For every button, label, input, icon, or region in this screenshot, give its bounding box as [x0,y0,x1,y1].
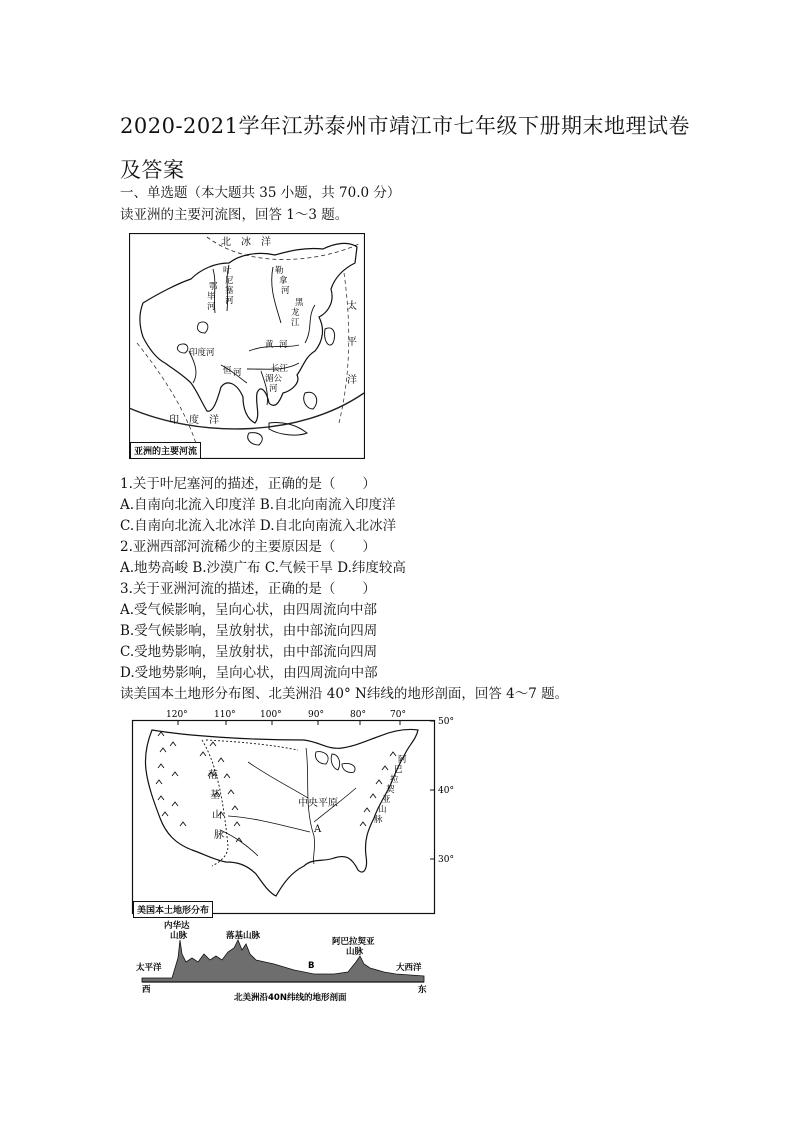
label-arctic-ocean: 北 冰 洋 [221,237,271,248]
label-east: 东 [418,985,427,995]
label-rockies-4: 脉 [214,830,224,841]
lon-120: 120° [166,710,188,720]
label-appalachian-3: 拉 [390,775,399,785]
question-3-option-d: D.受地势影响，呈向心状，由四周流向中部 [120,665,378,681]
label-central-plains: 中央平原 [298,798,338,809]
label-rockies-1: 落 [208,770,218,781]
label-yenisei-3: 塞 [225,286,234,296]
terrain-profile-40n [134,918,434,1006]
label-appalachian-2: 巴 [394,765,403,775]
label-indian-ocean: 印 度 洋 [169,415,219,426]
label-appalachian-6: 山 [378,805,387,815]
label-lena-2: 拿 [279,276,288,286]
label-yangtze: 长江 [271,364,289,374]
asia-river-map [129,233,365,459]
lat-40: 40° [438,786,454,796]
question-3: 3.关于亚洲河流的描述，正确的是（ ） [120,581,376,597]
label-pacific-ocean: 太平洋 [136,963,162,973]
label-profile-appalachian-1: 阿巴拉契亚 [332,937,375,947]
lon-80: 80° [350,710,366,720]
label-amur-1: 黑 [295,298,304,308]
label-ganges-2: 河 [233,368,242,378]
lon-110: 110° [214,710,236,720]
label-sierra-1: 内华达 [164,921,190,931]
intro-usa: 读美国本土地形分布图、北美洲沿 40° N纬线的地形剖面，回答 4～7 题。 [120,686,569,702]
label-mekong-1: 湄公 [265,374,283,384]
label-ob-3: 河 [207,302,216,312]
label-west: 西 [142,985,151,995]
question-3-option-a: A.受气候影响，呈向心状，由四周流向中部 [120,602,378,618]
asia-map-caption: 亚洲的主要河流 [130,442,201,459]
section-heading: 一、单选题（本大题共 35 小题，共 70.0 分） [120,185,401,201]
lon-90: 90° [308,710,324,720]
lat-30: 30° [438,855,454,865]
label-lena-1: 勒 [275,266,284,276]
label-point-b: B [308,961,315,971]
label-yenisei-2: 尼 [225,276,234,286]
label-profile-appalachian-2: 山脉 [346,947,364,957]
question-2: 2.亚洲西部河流稀少的主要原因是（ ） [120,539,376,555]
question-2-options: A.地势高峻 B.沙漠广布 C.气候干旱 D.纬度较高 [120,560,406,576]
label-sierra-2: 山脉 [170,931,188,941]
lon-70: 70° [390,710,406,720]
label-profile-rockies: 落基山脉 [226,931,261,941]
label-yellow-1: 黄 [265,340,274,350]
page-title: 2020-2021学年江苏泰州市靖江市七年级下册期末地理试卷及答案 [120,114,690,182]
label-ob-1: 鄂 [209,282,218,292]
label-rockies-3: 山 [212,810,222,821]
lon-100: 100° [260,710,282,720]
label-mekong-2: 河 [269,384,278,394]
usa-terrain-map [128,706,458,918]
label-yenisei-4: 河 [225,296,234,306]
label-rockies-2: 基 [210,790,220,801]
label-atlantic-ocean: 大西洋 [396,963,422,973]
label-yenisei-1: 叶 [223,266,232,276]
label-amur-2: 龙 [291,308,300,318]
label-yellow-2: 河 [279,340,288,350]
label-appalachian-7: 脉 [374,815,383,825]
question-1: 1.关于叶尼塞河的描述，正确的是（ ） [120,476,376,492]
label-ob-2: 毕 [207,292,216,302]
label-appalachian-5: 亚 [382,795,391,805]
question-3-option-c: C.受地势影响，呈放射状，由中部流向四周 [120,644,378,660]
label-appalachian-4: 契 [386,785,395,795]
question-3-option-b: B.受气候影响，呈放射状，由中部流向四周 [120,623,378,639]
label-pacific-2: 平 [347,337,357,348]
label-pacific-3: 洋 [347,375,357,386]
label-pacific-1: 太 [347,301,357,312]
lat-50: 50° [438,717,454,727]
label-indus: 印度河 [189,348,215,358]
intro-asia: 读亚洲的主要河流图，回答 1～3 题。 [120,207,349,223]
label-ganges-1: 恒 [223,366,232,376]
label-lena-3: 河 [281,286,290,296]
question-1-options-ab: A.自南向北流入印度洋 B.自北向南流入印度洋 [120,497,396,513]
label-amur-3: 江 [291,318,300,328]
question-1-options-cd: C.自南向北流入北冰洋 D.自北向南流入北冰洋 [120,518,397,534]
label-appalachian-1: 阿 [398,755,407,765]
profile-caption: 北美洲沿40N纬线的地形剖面 [234,993,347,1003]
label-point-a: A [314,824,322,835]
usa-map-caption: 美国本土地形分布 [133,901,213,918]
